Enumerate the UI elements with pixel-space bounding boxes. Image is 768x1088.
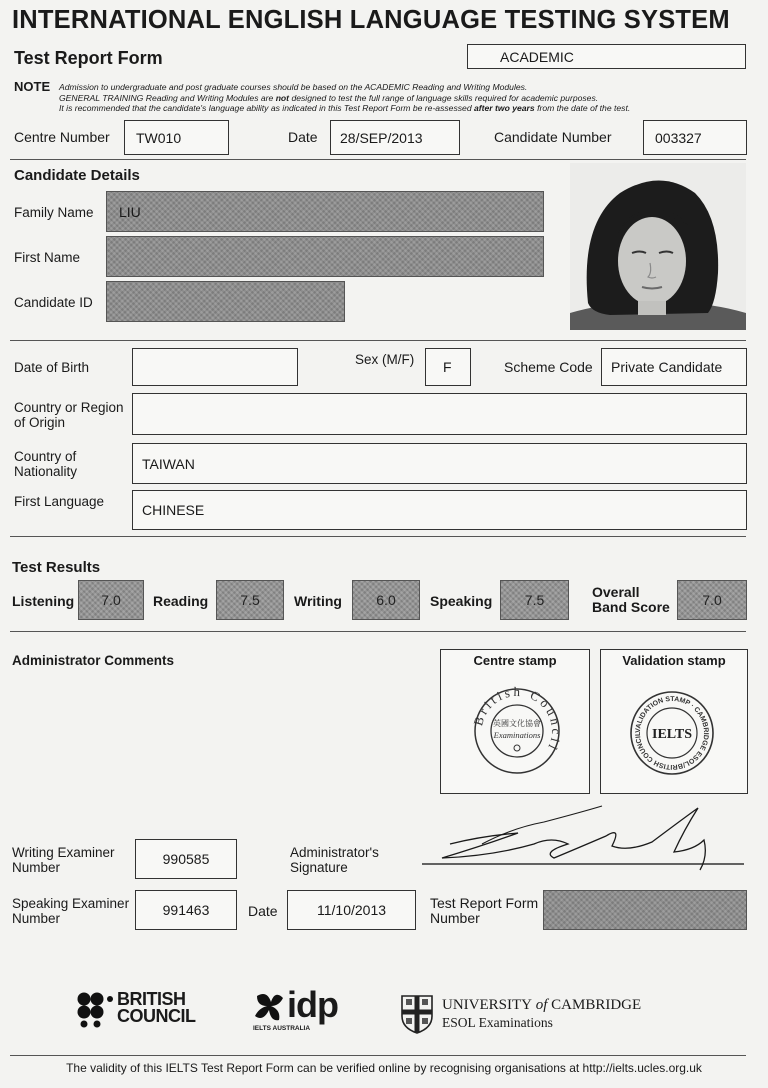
overall-label-line-1: Overall xyxy=(592,584,640,600)
nationality-label-line-2: Nationality xyxy=(14,464,78,479)
footer-divider xyxy=(10,1055,746,1056)
first-name-redacted xyxy=(106,236,544,277)
trf-label-line-2: Number xyxy=(430,910,480,926)
cambridge-text-1: UNIVERSITY of CAMBRIDGE xyxy=(442,997,642,1013)
test-results-heading: Test Results xyxy=(12,559,101,576)
note-line-2: GENERAL TRAINING Reading and Writing Modules are not designed to test the full range of language skills required for academic purposes. xyxy=(59,92,599,103)
first-language-value: CHINESE xyxy=(142,502,205,518)
first-language-label: First Language xyxy=(14,494,105,509)
issue-date-label: Date xyxy=(248,903,278,919)
trf-label-line-1: Test Report Form xyxy=(430,895,539,911)
candidate-details-heading: Candidate Details xyxy=(14,167,140,184)
origin-label xyxy=(14,400,124,430)
british-council-dots-icon xyxy=(77,992,113,1028)
nationality-box xyxy=(132,443,747,484)
svg-text:IELTS: IELTS xyxy=(652,727,692,742)
sex-label: Sex (M/F) xyxy=(355,352,415,367)
scheme-code-value: Private Candidate xyxy=(611,359,723,375)
issue-date-value: 11/10/2013 xyxy=(316,902,387,918)
writing-examiner-value: 990585 xyxy=(162,851,210,867)
trf-number-label xyxy=(430,896,538,926)
nationality-label xyxy=(14,449,77,479)
speaking-examiner-label-line-2: Number xyxy=(12,911,61,926)
ielts-australia-text: IELTS AUSTRALIA xyxy=(253,1025,311,1032)
validation-stamp-label: Validation stamp xyxy=(622,653,726,668)
module-value: ACADEMIC xyxy=(500,48,574,65)
administrator-signature-label xyxy=(290,845,379,875)
cambridge-text-2: ESOL Examinations xyxy=(442,1015,553,1030)
reading-score: 7.5 xyxy=(216,580,284,620)
signature-label-line-2: Signature xyxy=(290,860,348,875)
british-council-stamp xyxy=(472,686,562,776)
svg-text:英國文化協會: 英國文化協會 xyxy=(493,719,541,728)
speaking-score: 7.5 xyxy=(500,580,569,620)
divider xyxy=(10,159,746,160)
trf-number-redacted xyxy=(543,890,747,930)
footer-verification-text: The validity of this IELTS Test Report Form can be verified online by recognising organisations at http://ielts.ucles.org.uk xyxy=(66,1061,702,1075)
british-council-logo xyxy=(77,990,207,1030)
form-subtitle: Test Report Form xyxy=(14,48,163,68)
nationality-label-line-1: Country of xyxy=(14,449,77,464)
note-line-3: It is recommended that the candidate's language ability as indicated in this Test Report Form be re-assessed after two years from the date of the test. xyxy=(59,103,631,113)
writing-score: 6.0 xyxy=(352,580,420,620)
candidate-photo-image xyxy=(570,163,746,330)
administrator-comments-heading: Administrator Comments xyxy=(12,653,175,668)
form-title: INTERNATIONAL ENGLISH LANGUAGE TESTING SYSTEM xyxy=(12,6,730,34)
candidate-photo xyxy=(570,163,746,330)
idp-text: idp xyxy=(287,984,338,1025)
listening-score: 7.0 xyxy=(78,580,144,620)
first-name-label: First Name xyxy=(14,250,81,265)
writing-examiner-label-line-2: Number xyxy=(12,860,61,875)
divider xyxy=(10,340,746,341)
speaking-label: Speaking xyxy=(430,593,493,609)
origin-box xyxy=(132,393,747,435)
reading-label: Reading xyxy=(153,593,209,609)
test-date-value: 28/SEP/2013 xyxy=(340,129,423,146)
origin-label-line-2: of Origin xyxy=(14,415,66,430)
ielts-validation-stamp xyxy=(629,690,715,776)
overall-band-label xyxy=(592,585,670,615)
scheme-code-label: Scheme Code xyxy=(504,359,593,375)
speaking-examiner-value: 991463 xyxy=(162,902,210,918)
writing-label: Writing xyxy=(294,593,342,609)
divider xyxy=(10,631,746,632)
svg-text:British Council: British Cou il xyxy=(472,686,562,755)
idp-logo xyxy=(253,984,353,1034)
divider xyxy=(10,536,746,537)
note-text xyxy=(59,82,630,114)
signature-label-line-1: Administrator's xyxy=(290,845,379,860)
listening-label: Listening xyxy=(12,593,75,609)
british-council-text-2: COUNCIL xyxy=(117,1006,196,1026)
writing-examiner-label xyxy=(12,845,115,875)
speaking-examiner-label-line-1: Speaking Examiner xyxy=(12,896,130,911)
candidate-id-label: Candidate ID xyxy=(14,295,93,310)
overall-band-score: 7.0 xyxy=(677,580,747,620)
dob-box xyxy=(132,348,298,386)
speaking-examiner-label xyxy=(12,896,129,926)
candidate-number-label: Candidate Number xyxy=(494,129,612,145)
administrator-signature xyxy=(422,800,746,872)
cambridge-crest-icon xyxy=(400,994,434,1034)
family-name-value: LIU xyxy=(119,203,141,220)
centre-stamp-label: Centre stamp xyxy=(473,653,557,668)
note-label: NOTE xyxy=(14,79,51,94)
svg-text:Examinations: Examinations xyxy=(493,730,541,740)
candidate-number-value: 003327 xyxy=(655,129,702,146)
writing-examiner-label-line-1: Writing Examiner xyxy=(12,845,115,860)
first-language-box xyxy=(132,490,747,530)
dob-label: Date of Birth xyxy=(14,360,90,375)
svg-text:VALIDATION STAMP · CAMBRIDGE E: VALIDATION STAMP · CAMBRIDGE ESOL/BRITISH COUNCIL xyxy=(634,695,710,771)
centre-number-value: TW010 xyxy=(136,129,182,146)
candidate-id-redacted xyxy=(106,281,345,322)
cambridge-logo xyxy=(400,994,660,1036)
centre-number-label: Centre Number xyxy=(14,129,110,145)
overall-label-line-2: Band Score xyxy=(592,599,670,615)
note-line-1: Admission to undergraduate and post graduate courses should be based on the ACADEMIC Reading and Writing Modules. xyxy=(59,82,528,92)
nationality-value: TAIWAN xyxy=(142,455,195,472)
idp-mark-icon xyxy=(253,992,287,1024)
british-council-text-1: BRITISH xyxy=(117,989,186,1009)
test-date-label: Date xyxy=(288,129,318,145)
sex-value: F xyxy=(443,359,452,375)
family-name-field xyxy=(106,191,544,232)
family-name-label: Family Name xyxy=(14,205,94,220)
origin-label-line-1: Country or Region xyxy=(14,400,124,415)
